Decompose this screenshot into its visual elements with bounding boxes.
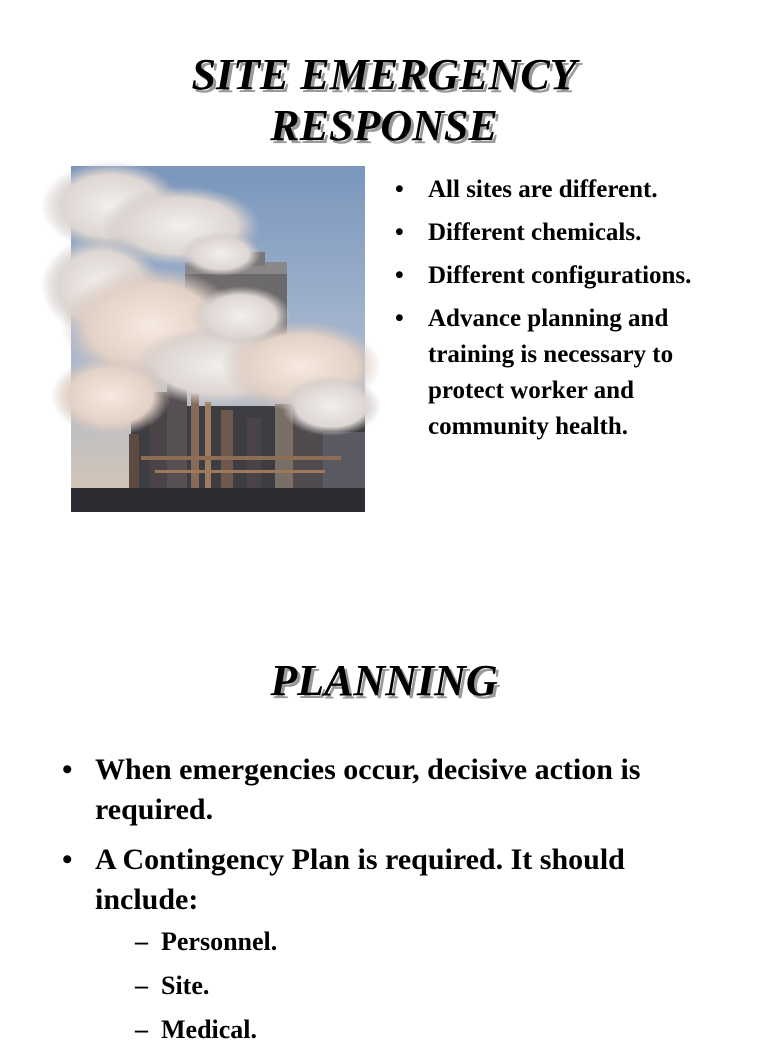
bullet-list: [62, 750, 712, 1062]
slide-title: [0, 49, 768, 151]
slide-planning: [0, 560, 768, 1044]
bullet-icon: •: [62, 753, 73, 786]
title-line-1: SITE EMERGENCY: [191, 50, 577, 99]
dash-icon: –: [135, 971, 148, 1000]
list-item: [395, 301, 735, 445]
list-item: [395, 215, 735, 251]
bullet-icon: •: [62, 843, 73, 876]
sub-bullet-list: [95, 920, 712, 1052]
slide-title: PLANNING: [270, 656, 498, 705]
bullet-icon: •: [395, 262, 404, 289]
sub-list-item-text: Medical.: [161, 1015, 258, 1044]
list-item-text: Different chemicals.: [428, 219, 642, 246]
dash-icon: –: [135, 1015, 148, 1044]
list-item-text: Advance planning and training is necessary to protect worker and community health.: [428, 305, 674, 440]
title-line-2: RESPONSE: [270, 101, 498, 150]
list-item: [62, 840, 712, 1052]
sub-list-item: [95, 1008, 712, 1052]
sub-list-item-text: Personnel.: [161, 927, 278, 956]
bullet-icon: •: [395, 305, 404, 332]
list-item: [395, 172, 735, 208]
list-item: [62, 750, 712, 830]
industrial-plant-smoke-photo: [71, 166, 365, 512]
bullet-list: [395, 172, 735, 452]
bullet-icon: •: [395, 176, 404, 203]
list-item-text: All sites are different.: [428, 176, 658, 203]
sub-list-item: [95, 964, 712, 1008]
dash-icon: –: [135, 927, 148, 956]
bullet-icon: •: [395, 219, 404, 246]
sub-list-item: [95, 920, 712, 964]
list-item-text: Different configurations.: [428, 262, 692, 289]
sub-list-item-text: Site.: [161, 971, 210, 1000]
list-item: [395, 258, 735, 294]
list-item-text: A Contingency Plan is required. It should include:: [95, 843, 625, 916]
list-item-text: When emergencies occur, decisive action is required.: [95, 753, 641, 826]
